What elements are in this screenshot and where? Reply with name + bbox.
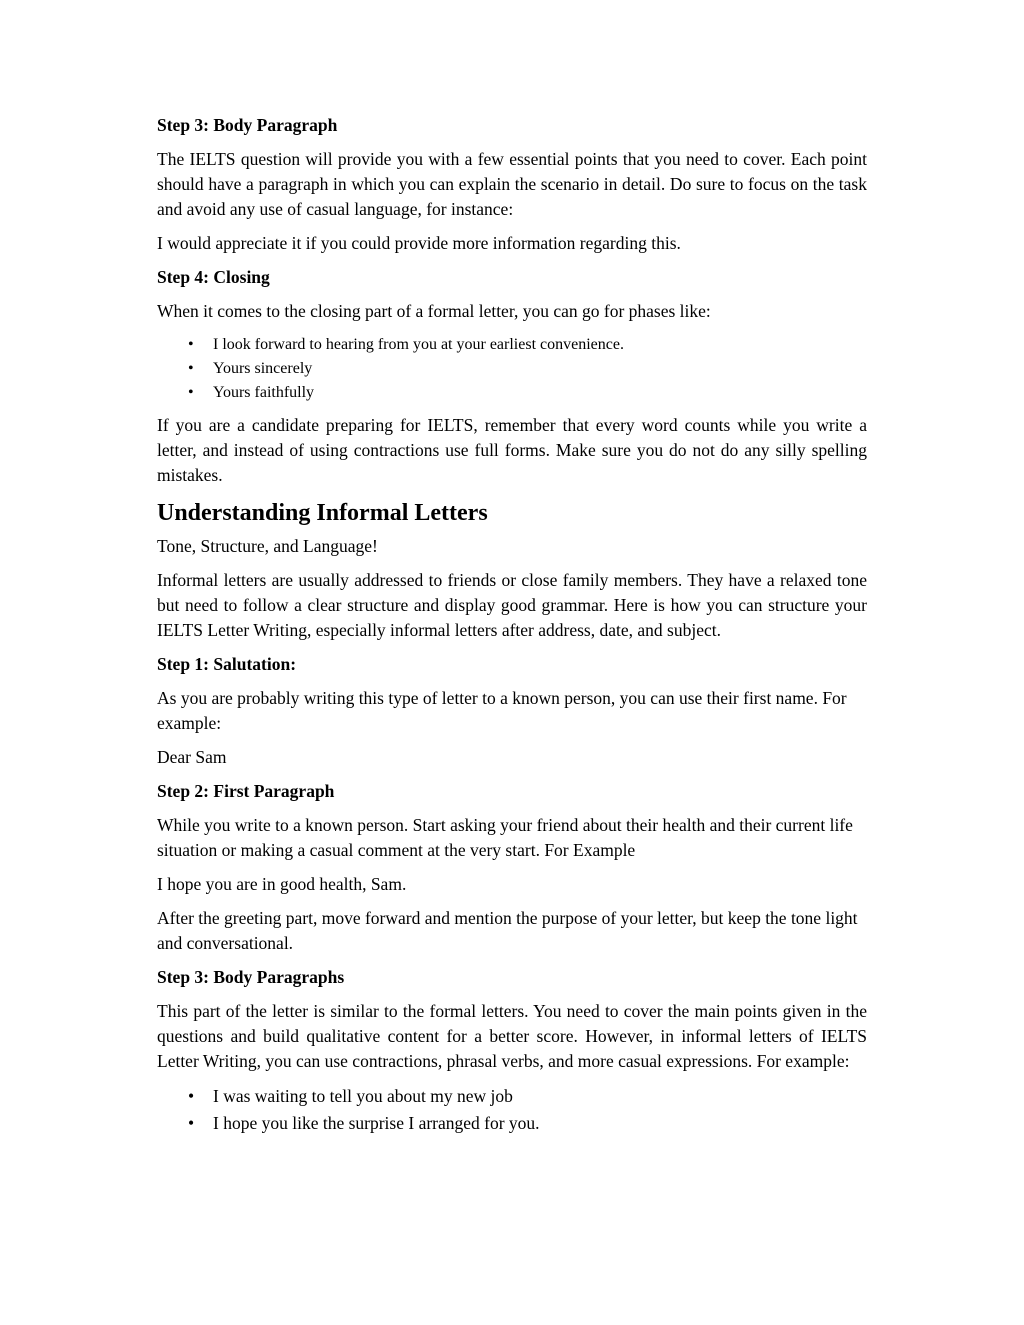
step3-example-sentence: I would appreciate it if you could provide more information regarding this. xyxy=(157,233,681,253)
bullet-icon xyxy=(188,1083,194,1110)
step3-body-paragraphs-text: This part of the letter is similar to the formal letters. You need to cover the main points given in the questions and build qualitative content for a better score. However, in informal letters of IELTS Letter Writing, you can use contractions, phrasal verbs, and more casual expressions. For example: xyxy=(157,1001,867,1071)
bullet-icon xyxy=(188,357,194,381)
step2-example-sentence: I hope you are in good health, Sam. xyxy=(157,874,407,894)
step3-body-paragraph-text: The IELTS question will provide you with a few essential points that you need to cover. Each point should have a paragraph in which you can explain the scenario in detail. Do sure to focus on the task and avoid any use of casual language, for instance: xyxy=(157,149,867,219)
informal-letters-title: Understanding Informal Letters xyxy=(157,500,488,526)
step4-closing-heading: Step 4: Closing xyxy=(157,267,270,287)
list-item: • I look forward to hearing from you at your earliest convenience. xyxy=(157,333,867,357)
step1-salutation-example: Dear Sam xyxy=(157,747,227,767)
step1-salutation-heading: Step 1: Salutation: xyxy=(157,654,297,674)
bullet-icon xyxy=(188,381,194,405)
closing-phrases-list xyxy=(157,333,867,405)
list-item: • Yours sincerely xyxy=(157,357,867,381)
step4-closing-text: When it comes to the closing part of a formal letter, you can go for phases like: xyxy=(157,301,711,321)
document-page xyxy=(157,113,867,1145)
list-item: • I hope you like the surprise I arranged for you. xyxy=(157,1110,867,1137)
step3-body-paragraph-heading: Step 3: Body Paragraph xyxy=(157,115,338,135)
step2-first-paragraph-text: While you write to a known person. Start asking your friend about their health and their current life situation or making a casual comment at the very start. For Example xyxy=(157,815,853,860)
closing-note: If you are a candidate preparing for IELTS, remember that every word counts while you write a letter, and instead of using contractions use full forms. Make sure you do not do any silly spelling mistakes. xyxy=(157,415,867,485)
informal-examples-list xyxy=(157,1083,867,1137)
list-item: • Yours faithfully xyxy=(157,381,867,405)
list-item: • I was waiting to tell you about my new job xyxy=(157,1083,867,1110)
step2-first-paragraph-heading: Step 2: First Paragraph xyxy=(157,781,335,801)
bullet-icon xyxy=(188,1110,194,1137)
informal-letters-intro: Informal letters are usually addressed to friends or close family members. They have a relaxed tone but need to follow a clear structure and display good grammar. Here is how you can structure your IELTS Letter Writing, especially informal letters after address, date, and subject. xyxy=(157,570,867,640)
bullet-icon xyxy=(188,333,194,357)
step2-followup-text: After the greeting part, move forward and mention the purpose of your letter, but keep the tone light and conversational. xyxy=(157,908,858,953)
informal-letters-subtitle: Tone, Structure, and Language! xyxy=(157,536,378,556)
step3-body-paragraphs-heading: Step 3: Body Paragraphs xyxy=(157,967,345,987)
step1-salutation-text: As you are probably writing this type of letter to a known person, you can use their first name. For example: xyxy=(157,688,847,733)
